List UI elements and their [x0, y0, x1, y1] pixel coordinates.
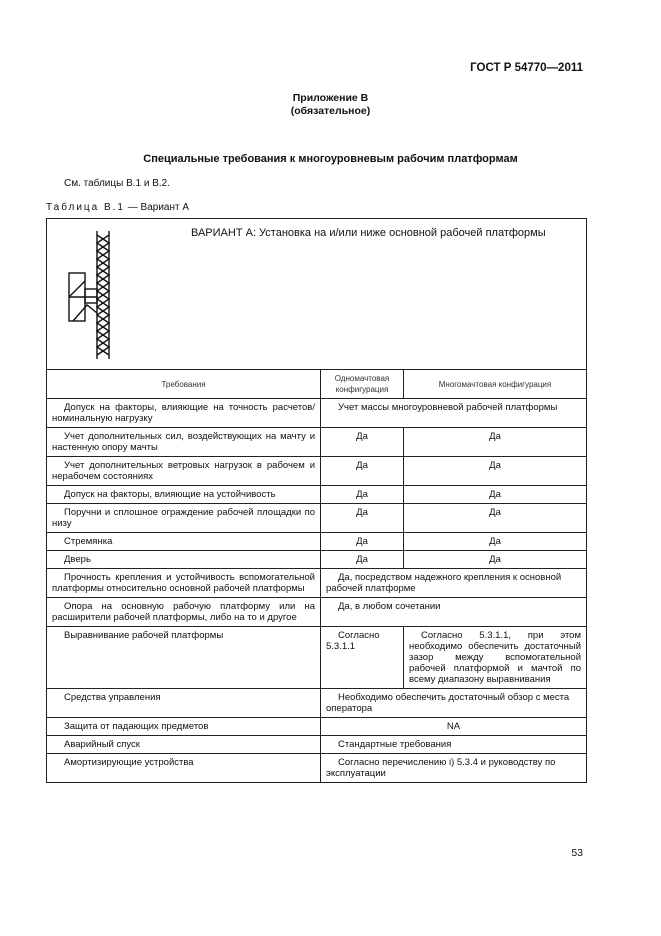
- table-row: [47, 718, 587, 736]
- req-cell: Средства управления: [47, 689, 321, 718]
- req-cell: Поручни и сплошное ограждение рабочей площадки по низу: [47, 504, 321, 533]
- variant-title: ВАРИАНТ А: Установка на и/или ниже основной рабочей платформы: [191, 227, 546, 239]
- single-value-cell: Да: [321, 486, 404, 504]
- table-row: [47, 627, 587, 689]
- req-cell: Прочность крепления и устойчивость вспомогательной платформы относительно основной рабочей платформы: [47, 569, 321, 598]
- see-tables-note: См. таблицы В.1 и В.2.: [64, 178, 171, 189]
- merged-value-cell: Да, посредством надежного крепления к основной рабочей платформе: [321, 569, 587, 598]
- single-value-cell: Согласно 5.3.1.1: [321, 627, 404, 689]
- merged-value-cell: Необходимо обеспечить достаточный обзор с места оператора: [321, 689, 587, 718]
- req-cell: Учет дополнительных ветровых нагрузок в рабочем и нерабочем состояниях: [47, 457, 321, 486]
- single-value-cell: Да: [321, 428, 404, 457]
- req-cell: Дверь: [47, 551, 321, 569]
- table-caption-label: Таблица В.1: [46, 202, 125, 213]
- col-header-requirements: Требования: [47, 370, 321, 399]
- table-row: [47, 754, 587, 783]
- appendix-heading: [0, 92, 661, 118]
- merged-value-cell: Стандартные требования: [321, 736, 587, 754]
- req-cell: Допуск на факторы, влияющие на точность расчетов/номинальную нагрузку: [47, 399, 321, 428]
- multi-value-cell: Да: [404, 486, 587, 504]
- multi-value-cell: Да: [404, 533, 587, 551]
- merged-value-cell: NA: [321, 718, 587, 736]
- col-header-multi: Многомачтовая конфигурация: [404, 370, 587, 399]
- page-number: 53: [571, 847, 583, 859]
- requirements-table: [46, 218, 587, 783]
- multi-value-cell: Согласно 5.3.1.1, при этом необходимо обеспечить достаточный зазор между вспомогательной рабочей платформой и мачтой по всему диапазону выравнивания: [404, 627, 587, 689]
- table-row: [47, 533, 587, 551]
- table-row: [47, 399, 587, 428]
- mast-platform-diagram-icon: [67, 231, 127, 361]
- table-row: [47, 569, 587, 598]
- table-row: [47, 486, 587, 504]
- appendix-title: Приложение В: [292, 92, 369, 104]
- table-row: [47, 457, 587, 486]
- multi-value-cell: Да: [404, 504, 587, 533]
- appendix-status: (обязательное): [290, 105, 371, 117]
- multi-value-cell: Да: [404, 457, 587, 486]
- variant-cell: [47, 219, 587, 370]
- section-title: Специальные требования к многоуровневым рабочим платформам: [143, 153, 518, 165]
- table-caption: [46, 202, 189, 213]
- single-value-cell: Да: [321, 551, 404, 569]
- table-row: [47, 428, 587, 457]
- merged-value-cell: Согласно перечислению i) 5.3.4 и руководству по эксплуатации: [321, 754, 587, 783]
- table-row: [47, 551, 587, 569]
- single-value-cell: Да: [321, 504, 404, 533]
- multi-value-cell: Да: [404, 428, 587, 457]
- table-caption-title: — Вариант А: [125, 202, 190, 213]
- req-cell: Амортизирующие устройства: [47, 754, 321, 783]
- single-value-cell: Да: [321, 457, 404, 486]
- req-cell: Стремянка: [47, 533, 321, 551]
- variant-row: [47, 219, 587, 370]
- table-header-row: [47, 370, 587, 399]
- req-cell: Учет дополнительных сил, воздействующих на мачту и настенную опору мачты: [47, 428, 321, 457]
- table-row: [47, 689, 587, 718]
- req-cell: Допуск на факторы, влияющие на устойчивость: [47, 486, 321, 504]
- req-cell: Защита от падающих предметов: [47, 718, 321, 736]
- req-cell: Выравнивание рабочей платформы: [47, 627, 321, 689]
- table-row: [47, 736, 587, 754]
- multi-value-cell: Да: [404, 551, 587, 569]
- single-value-cell: Да: [321, 533, 404, 551]
- req-cell: Опора на основную рабочую платформу или на расширители рабочей платформы, либо на то и другое: [47, 598, 321, 627]
- merged-value-cell: Да, в любом сочетании: [321, 598, 587, 627]
- standard-number: ГОСТ Р 54770—2011: [470, 62, 583, 74]
- col-header-single: Одномачтовая конфигурация: [321, 370, 404, 399]
- table-row: [47, 598, 587, 627]
- req-cell: Аварийный спуск: [47, 736, 321, 754]
- merged-value-cell: Учет массы многоуровневой рабочей платформы: [321, 399, 587, 428]
- table-row: [47, 504, 587, 533]
